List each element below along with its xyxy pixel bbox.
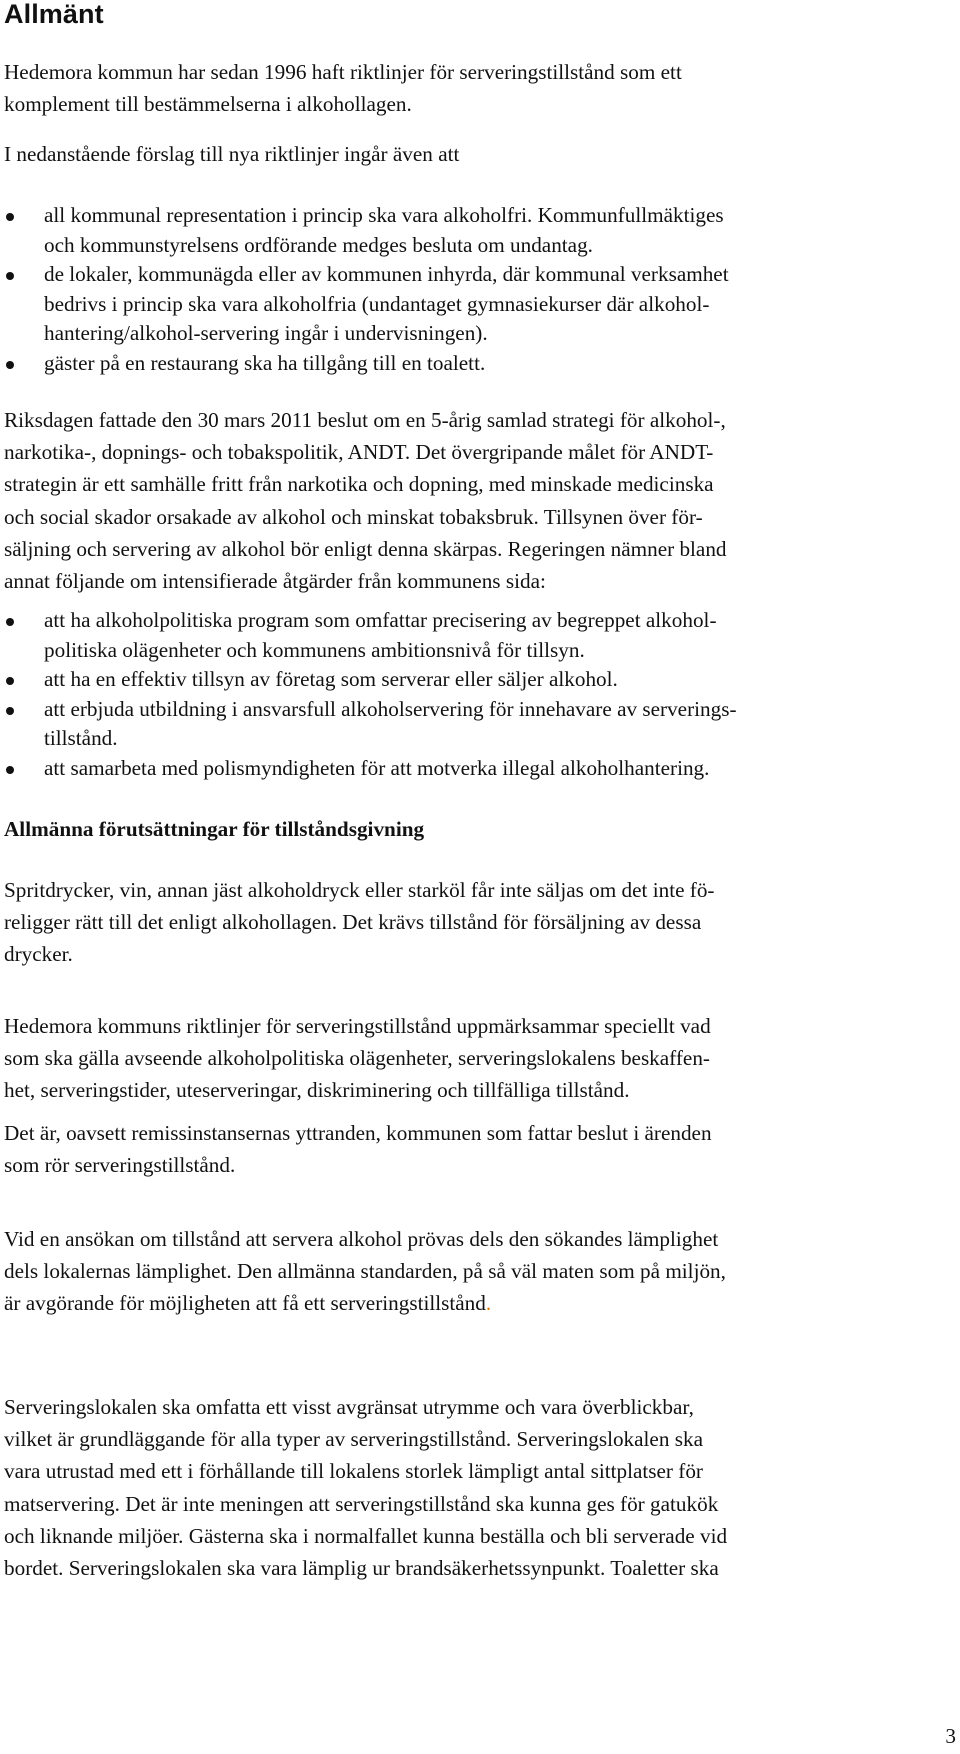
paragraph-line: strategin är ett samhälle fritt från narkotika och dopning, med minskade medicinska — [4, 472, 714, 497]
bullet-icon — [6, 707, 14, 715]
paragraph-line: het, serveringstider, uteserveringar, diskriminering och tillfälliga tillstånd. — [4, 1078, 630, 1103]
list-item-line: politiska olägenheter och kommunens ambitionsnivå för tillsyn. — [44, 637, 585, 662]
riksdagen-paragraph — [4, 404, 727, 597]
list-item — [0, 695, 737, 754]
spirit-paragraph — [4, 874, 714, 971]
paragraph-line: matservering. Det är inte meningen att serveringstillstånd ska kunna ges för gatukök — [4, 1491, 719, 1516]
list-item — [0, 260, 729, 349]
list-item — [0, 349, 729, 379]
ansokan-paragraph — [4, 1223, 726, 1320]
bullet-icon — [6, 272, 14, 280]
accent-period: . — [485, 1291, 492, 1316]
paragraph-line: och social skador orsakade av alkohol och minskat tobaksbruk. Tillsynen över för- — [4, 504, 703, 529]
paragraph-line: Serveringslokalen ska omfatta ett visst avgränsat utrymme och vara överblickbar, — [4, 1395, 694, 1419]
bullet-icon — [6, 213, 14, 221]
list-item — [0, 665, 737, 695]
list-item-line: att ha en effektiv tillsyn av företag som serverar eller säljer alkohol. — [44, 667, 618, 691]
riktlinjer-paragraph — [4, 1010, 711, 1107]
paragraph-line: Det är, oavsett remissinstansernas yttranden, kommunen som fattar beslut i ärenden — [4, 1121, 712, 1145]
paragraph-line: annat följande om intensifierade åtgärder från kommunens sida: — [4, 569, 546, 594]
list-item — [0, 606, 737, 665]
list-item-line: gäster på en restaurang ska ha tillgång till en toalett. — [44, 350, 486, 375]
list-item-line: och kommunstyrelsens ordförande medges besluta om undantag. — [44, 232, 593, 257]
measures-bullet-list — [0, 606, 737, 783]
paragraph-line: religger rätt till det enligt alkohollagen. Det krävs tillstånd för försäljning av dessa — [4, 910, 702, 935]
list-item-line: de lokaler, kommunägda eller av kommunen inhyrda, där kommunal verksamhet — [44, 262, 729, 286]
paragraph-line: drycker. — [4, 942, 73, 967]
paragraph-line: som rör serveringstillstånd. — [4, 1153, 236, 1178]
paragraph-line: som ska gälla avseende alkoholpolitiska olägenheter, serveringslokalens beskaffen- — [4, 1046, 710, 1071]
paragraph-line: och liknande miljöer. Gästerna ska i normalfallet kunna beställa och bli serverade vid — [4, 1523, 728, 1548]
list-item-line: att erbjuda utbildning i ansvarsfull alkoholservering för innehavare av serverings- — [44, 696, 737, 721]
paragraph-line: narkotika-, dopnings- och tobakspolitik, ANDT. Det övergripande målet för ANDT- — [4, 440, 714, 465]
section-heading-allmant: Allmänt — [4, 0, 104, 29]
proposal-intro-line: I nedanstående förslag till nya riktlinjer ingår även att — [4, 142, 460, 166]
paragraph-line: bordet. Serveringslokalen ska vara lämplig ur brandsäkerhetssynpunkt. Toaletter ska — [4, 1556, 719, 1581]
list-item-line: tillstånd. — [44, 726, 118, 750]
paragraph-line: Vid en ansökan om tillstånd att servera alkohol prövas dels den sökandes lämplighet — [4, 1227, 719, 1251]
paragraph-line: Riksdagen fattade den 30 mars 2011 beslut om en 5-årig samlad strategi för alkohol-, — [4, 408, 726, 432]
list-item-line: all kommunal representation i princip ska vara alkoholfri. Kommunfullmäktiges — [44, 203, 724, 227]
bullet-icon — [6, 677, 14, 685]
paragraph-line — [4, 1287, 726, 1319]
list-item-line: hantering/alkohol-servering ingår i undervisningen). — [44, 321, 488, 345]
bullet-icon — [6, 361, 14, 369]
paragraph-line: vara utrustad med ett i förhållande till lokalens storlek lämpligt antal sittplatser för — [4, 1459, 703, 1484]
paragraph-line: dels lokalernas lämplighet. Den allmänna standarden, på så väl maten som på miljön, — [4, 1259, 726, 1284]
remiss-paragraph — [4, 1117, 712, 1181]
paragraph-line: Spritdrycker, vin, annan jäst alkoholdryck eller starköl får inte säljas om det inte fö- — [4, 878, 715, 902]
list-item — [0, 754, 737, 784]
page-number: 3 — [945, 1724, 956, 1748]
list-item-line: att samarbeta med polismyndigheten för att motverka illegal alkoholhantering. — [44, 755, 710, 780]
proposal-bullet-list — [0, 201, 729, 378]
list-item-line: bedrivs i princip ska vara alkoholfria (undantaget gymnasiekurser där alkohol- — [44, 291, 710, 316]
list-item-line: att ha alkoholpolitiska program som omfattar precisering av begreppet alkohol- — [44, 608, 717, 632]
paragraph-line: Hedemora kommuns riktlinjer för serveringstillstånd uppmärksammar speciellt vad — [4, 1014, 711, 1038]
paragraph-line: vilket är grundläggande för alla typer av serveringstillstånd. Serveringslokalen ska — [4, 1427, 703, 1452]
section-heading-forutsattningar: Allmänna förutsättningar för tillståndsgivning — [4, 817, 425, 841]
bullet-icon — [6, 766, 14, 774]
intro-paragraph — [4, 56, 682, 120]
intro-line: Hedemora kommun har sedan 1996 haft riktlinjer för serveringstillstånd som ett — [4, 60, 682, 84]
bullet-icon — [6, 618, 14, 626]
paragraph-line: säljning och servering av alkohol bör enligt denna skärpas. Regeringen nämner bland — [4, 536, 727, 561]
paragraph-line-text: är avgörande för möjligheten att få ett serveringstillstånd — [4, 1291, 486, 1316]
intro-line: komplement till bestämmelserna i alkohollagen. — [4, 92, 412, 117]
proposal-intro — [4, 138, 459, 170]
list-item — [0, 201, 729, 260]
lokal-paragraph — [4, 1391, 727, 1584]
